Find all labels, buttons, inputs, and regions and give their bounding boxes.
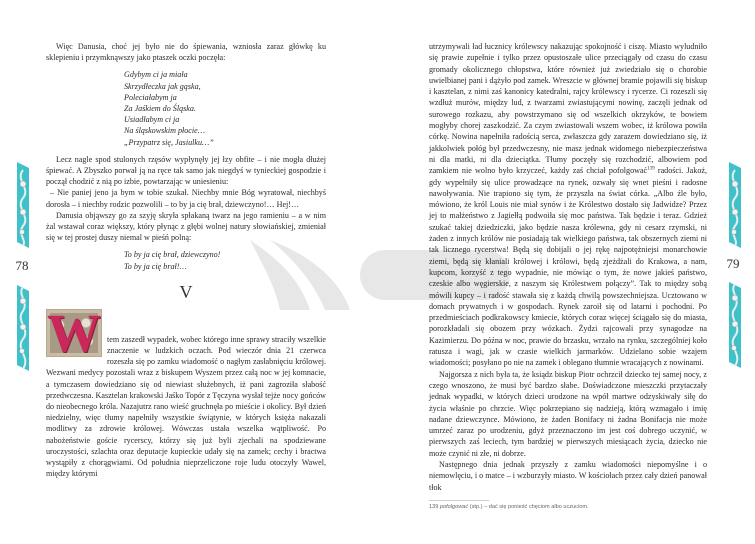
footnote <box>429 504 707 511</box>
footnote-reference[interactable]: 139 <box>647 166 655 172</box>
footnote-term: pofolgować <box>439 504 469 510</box>
right-page <box>377 0 755 544</box>
ornament-icon <box>13 283 33 373</box>
footnote-divider <box>429 500 489 501</box>
verse <box>124 249 326 271</box>
paragraph-text: utrzymywali ład łucznicy królewscy nakazując spokojność i ciszę. Miasto wyludniło się prawie zupełnie i tylko przez opustoszałe ulice przeciągały od czasu do czasu gromady okolicznego chłopstwa, które również już zwiedziało się o chorobie uwielbianej pani i dążyło pod zamek. Wreszcie w głównej bramie pojawili się biskup i kasztelan, z nimi zaś kanonicy katedralni, rajcy królewscy i rycerze. Ci rozeszli się wzdłuż murów, między lud, z twarzami zwiastującymi nowinę, zaczęli jednak od surowego rozkazu, aby powstrzymano się od wszelkich okrzyków, te bowiem mogłyby chorej zaszkodzić. Za czym zwiastowali wszem wobec, iż królowa powiła córkę. Nowina napełniła radością serca, zwłaszcza gdy zarazem dowiedziano się, iż jakkolwiek połóg był przedwczesny, nie masz jednak widomego niebezpieczeństwa ni dla matki, ni dla dzieciątka. Tłumy poczęły się rozchodzić, albowiem pod zamkiem nie wolno było krzyczeć, każdy zaś chciał pofolgować <box>429 42 707 176</box>
chapter-heading: V <box>179 281 193 302</box>
ornament-icon <box>725 280 745 370</box>
paragraph-text: radości. Jakoż, gdy wypełniły się ulice prowadzące na rynek, ozwały się wnet pieśni i radosne nawoływania. Nie trapiono się tym, że przyszła na świat córka. „Albo źle było, mówiono, że król Louis nie miał synów i że Królestwo dostało się Jadwidze? Przez jej to małżeństwo z Jagiełłą podwoiła się moc państwa. Tak będzie i teraz. Gdzież szukać takiej dziedziczki, jako będzie nasza królewna, gdy ni cesarz rzymski, ni żaden z innych królów nie posiadają tak wielkiego państwa, tak obszernych ziemi ni tak licznego rycerstwa! Będą się dobijali o jej rękę najpotężniejsi monarchowie ziemi, będą się kłaniali królowej i królowi, będą zjeżdżali do Krakowa, a nam, kupcom, korzyść z tego wypadnie, nie mówiąc o tym, że nowe jakieś państwo, czeskie albo węgierskie, z naszym się Królestwem połączy”. Tak to między sobą mówili kupcy – i radość stawała się z każdą chwilą powszechniejsza. Ucztowano w domach prywatnych i w gospodach. Rynek zaroił się od latarni i pochodni. Po przedmieściach podkrakowscy kmiecie, których coraz więcej ściągało się do miasta, porozkładali się obozem przy wózkach. Żydzi rajcowali przy synagodze na Kazimierzu. Do późna w noc, prawie do brzasku, wrzało na rynku, szczególniej koło ratusza i wagi, jak w czasie wielkich jarmarków. Udzielano sobie wzajem wiadomości; posyłano po nie na zamek i oblegano tłumnie wracających z nowinami. <box>429 166 707 368</box>
ornament-icon <box>13 160 33 250</box>
verse-line: Za Jaśkiem do Śląska. <box>124 104 196 114</box>
footnote-text: (stp.) – dać się ponieść chęciom albo uczuciom. <box>468 504 589 510</box>
drop-cap-illumination <box>46 309 102 357</box>
page-number: 79 <box>726 256 740 271</box>
verse-line: Skrzydłeczka jak gąska, <box>124 81 201 91</box>
verse-line: To by ja cię brał!… <box>124 261 187 271</box>
page-number: 78 <box>15 258 29 273</box>
text-column-left <box>46 41 326 480</box>
paragraph: Lecz nagle spod stulonych rzęsów wypłynęły jej łzy obfite – i nie mogła dłużej śpiewać. A Zbyszko porwał ją na ręce tak samo jak niegdyś w tynieckiej gospodzie i począł chodzić z nią po izbie, powtarzając w uniesieniu: <box>46 154 326 187</box>
chapter-paragraph: tem zaszedł wypadek, wobec którego inne sprawy straciły wszelkie znaczenie w ludzkich oczach. Pod wieczór dnia 21 czerwca rozeszła się po zamku wiadomość o nagłym zasłabnięciu królowej. Wezwani medycy pozostali wraz z biskupem Wyszem przez całą noc w jej komnacie, a tymczasem dowiedziano się od niewiast służebnych, iż pani zagroziła słabość przedwczesna. Kasztelan krakowski Jaśko Topór z Tęczyna wysłał tejże nocy gońców do nieobecnego króla. Nazajutrz rano wieść gruchnęła po mieście i okolicy. Był dzień niedzielny, więc tłumy napełniły wszystkie świątynie, w których księża nakazali modlitwy za zdrowie królowej. Wówczas ustała wszelka wątpliwość. Po nabożeństwie goście rycerscy, którzy się już byli zjechali na spodziewane uroczystości, szlachta oraz deputacje kupieckie udały się na zamek; cechy i bractwa wystąpiły z chorągwiami. Od południa nieprzeliczone roje ludu otoczyły Wawel, między którymi <box>46 334 326 479</box>
verse-line: Gdybym ci ja miała <box>124 70 188 80</box>
verse-line: Na śląskowskim płocie… <box>124 126 205 136</box>
footnote-number: 139 <box>429 504 439 510</box>
paragraph: Następnego dnia jednak przyszły z zamku wiadomości niepomyślne i o niemowlęciu, i o matce – i wzburzyły miasto. W kościołach przez cały dzień panował tłok <box>429 459 707 492</box>
paragraph: Więc Danusia, choć jej było nie do śpiewania, wzniosła zaraz główkę ku sklepieniu i przymknąwszy jako ptaszek oczki poczęła: <box>46 42 326 63</box>
verse-line: To by ja cię brał, dziewczyno! <box>124 250 221 260</box>
verse-line: Usiadłabym ci ja <box>124 115 180 125</box>
paragraph <box>429 41 707 369</box>
dialogue-paragraph: – Nie paniej jeno ja bym w tobie szukał. Niechby mnie Bóg wyratował, niechbyś dorosła – i niechby rodzic pozwolili – to by ja cię brał, dziewczyno!… Hej!… <box>46 188 326 209</box>
paragraph: Najgorsza z nich była ta, że ksiądz biskup Piotr ochrzcił dziecko tej samej nocy, z czego wnoszono, że musi być bardzo słabe. Doświadczone mieszczki przytaczały jednak wypadki, w których dzieci urodzone na wpół martwe odzyskiwały siłę do życia właśnie po chrzcie. Więc pokrzepiano się nadzieją, którą wzmagało i imię nadane dziewczynce. Mówiono, że żaden Bonifacy ni żadna Bonifacja nie może umrzeć zaraz po urodzeniu, gdyż przeznaczono im jest coś dobrego uczynić, w pierwszych zaś leciech, tym bardziej w pierwszych miesiącach życia, dziecko nie może czynić ni złe, ni dobrze. <box>429 369 707 458</box>
left-page <box>0 0 377 544</box>
verse-line: „Przypatrz się, Jasiulku…” <box>124 137 214 147</box>
verse-line: Poleciałabym ja <box>124 92 177 102</box>
paragraph: Danusia objąwszy go za szyję skryła spłakaną twarz na jego ramieniu – a w nim żal wstawał coraz większy, który płynąc z głębi wolnej natury słowiańskiej, zmieniał się w tej prostej duszy niemal w pieśń polną: <box>46 210 326 243</box>
text-column-right <box>429 41 707 493</box>
chapter-body <box>46 308 326 480</box>
ornament-icon <box>725 160 745 250</box>
drop-cap-letter: W <box>47 308 101 357</box>
verse <box>124 69 326 147</box>
